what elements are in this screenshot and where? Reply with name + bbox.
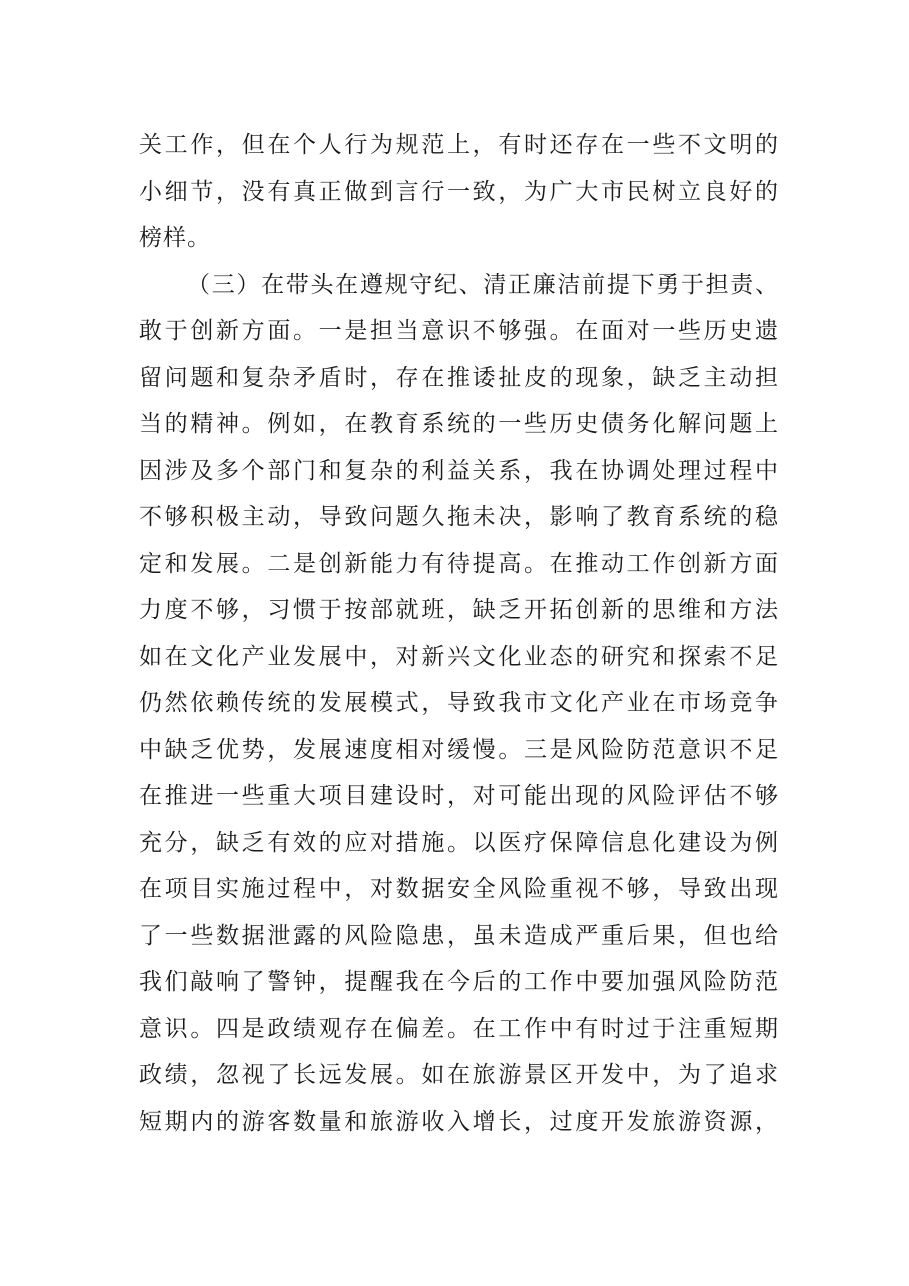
text-line: 关工作，但在个人行为规范上，有时还存在一些不文明的: [139, 132, 779, 158]
text-line: 留问题和复杂矛盾时，存在推诿扯皮的现象，缺乏主动担: [139, 364, 779, 391]
text-line: 意识。四是政绩观存在偏差。在工作中有时过于注重短期: [139, 1015, 779, 1042]
section-heading-line: （三）在带头在遵规守纪、清正廉洁前提下勇于担责、: [187, 271, 779, 298]
text-line: 榜样。: [139, 225, 211, 251]
text-line: 在项目实施过程中，对数据安全风险重视不够，导致出现: [139, 876, 779, 902]
text-line: 不够积极主动，导致问题久拖未决，影响了教育系统的稳: [139, 504, 779, 530]
text-line: 我们敲响了警钟，提醒我在今后的工作中要加强风险防范: [139, 969, 779, 995]
text-line: 定和发展。二是创新能力有待提高。在推动工作创新方面: [139, 550, 779, 577]
text-line: 充分，缺乏有效的应对措施。以医疗保障信息化建设为例: [139, 829, 779, 856]
text-line: 力度不够，习惯于按部就班，缺乏开拓创新的思维和方法: [139, 597, 779, 623]
text-line: 中缺乏优势，发展速度相对缓慢。三是风险防范意识不足: [139, 736, 779, 763]
text-line: 敢于创新方面。一是担当意识不够强。在面对一些历史遗: [139, 318, 779, 344]
document-body: [139, 122, 779, 1145]
text-line: 小细节，没有真正做到言行一致，为广大市民树立良好的: [139, 178, 779, 205]
text-line: 政绩，忽视了长远发展。如在旅游景区开发中，为了追求: [139, 1062, 779, 1088]
text-line: 当的精神。例如，在教育系统的一些历史债务化解问题上: [139, 411, 779, 437]
text-line: 在推进一些重大项目建设时，对可能出现的风险评估不够: [139, 783, 779, 809]
text-line: 了一些数据泄露的风险隐患，虽未造成严重后果，但也给: [139, 922, 779, 949]
text-line: 如在文化产业发展中，对新兴文化业态的研究和探索不足: [139, 643, 779, 670]
text-line: 仍然依赖传统的发展模式，导致我市文化产业在市场竞争: [139, 690, 779, 716]
text-line: 因涉及多个部门和复杂的利益关系，我在协调处理过程中: [139, 457, 779, 484]
text-line: 短期内的游客数量和旅游收入增长，过度开发旅游资源，: [139, 1108, 779, 1135]
